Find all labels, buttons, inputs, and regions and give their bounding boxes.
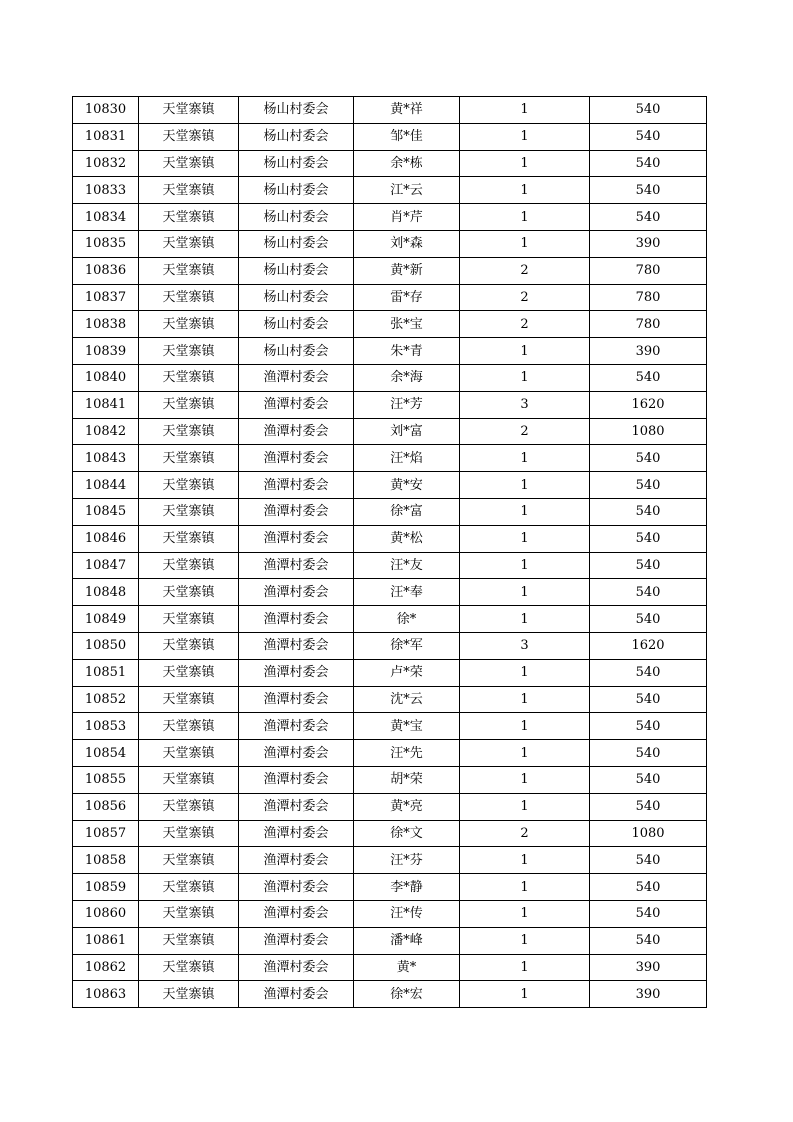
count-cell: 1	[460, 954, 590, 981]
amount-cell: 540	[590, 150, 707, 177]
name-cell: 汪*奉	[354, 579, 460, 606]
town-cell: 天堂寨镇	[139, 525, 239, 552]
row-number-cell: 10858	[73, 847, 139, 874]
town-cell: 天堂寨镇	[139, 391, 239, 418]
amount-cell: 540	[590, 927, 707, 954]
row-number-cell: 10833	[73, 177, 139, 204]
town-cell: 天堂寨镇	[139, 766, 239, 793]
count-cell: 1	[460, 981, 590, 1008]
name-cell: 江*云	[354, 177, 460, 204]
row-number-cell: 10830	[73, 97, 139, 124]
village-committee-cell: 杨山村委会	[239, 123, 354, 150]
town-cell: 天堂寨镇	[139, 606, 239, 633]
amount-cell: 780	[590, 284, 707, 311]
village-committee-cell: 渔潭村委会	[239, 579, 354, 606]
name-cell: 雷*存	[354, 284, 460, 311]
name-cell: 刘*富	[354, 418, 460, 445]
village-committee-cell: 杨山村委会	[239, 338, 354, 365]
amount-cell: 1620	[590, 391, 707, 418]
row-number-cell: 10859	[73, 874, 139, 901]
table-row	[73, 927, 707, 954]
town-cell: 天堂寨镇	[139, 123, 239, 150]
town-cell: 天堂寨镇	[139, 740, 239, 767]
count-cell: 1	[460, 874, 590, 901]
name-cell: 黄*宝	[354, 713, 460, 740]
table-row	[73, 230, 707, 257]
name-cell: 徐*	[354, 606, 460, 633]
count-cell: 1	[460, 766, 590, 793]
table-row	[73, 498, 707, 525]
town-cell: 天堂寨镇	[139, 230, 239, 257]
table-row	[73, 150, 707, 177]
town-cell: 天堂寨镇	[139, 632, 239, 659]
town-cell: 天堂寨镇	[139, 418, 239, 445]
town-cell: 天堂寨镇	[139, 793, 239, 820]
name-cell: 朱*青	[354, 338, 460, 365]
table-row	[73, 391, 707, 418]
table-row	[73, 900, 707, 927]
name-cell: 余*海	[354, 364, 460, 391]
name-cell: 徐*文	[354, 820, 460, 847]
table-row	[73, 659, 707, 686]
amount-cell: 540	[590, 659, 707, 686]
village-committee-cell: 渔潭村委会	[239, 900, 354, 927]
town-cell: 天堂寨镇	[139, 686, 239, 713]
count-cell: 1	[460, 900, 590, 927]
amount-cell: 540	[590, 97, 707, 124]
village-committee-cell: 渔潭村委会	[239, 632, 354, 659]
count-cell: 2	[460, 257, 590, 284]
town-cell: 天堂寨镇	[139, 498, 239, 525]
name-cell: 黄*祥	[354, 97, 460, 124]
count-cell: 1	[460, 498, 590, 525]
name-cell: 张*宝	[354, 311, 460, 338]
row-number-cell: 10855	[73, 766, 139, 793]
table-row	[73, 525, 707, 552]
town-cell: 天堂寨镇	[139, 311, 239, 338]
count-cell: 1	[460, 97, 590, 124]
count-cell: 1	[460, 445, 590, 472]
town-cell: 天堂寨镇	[139, 552, 239, 579]
village-committee-cell: 渔潭村委会	[239, 498, 354, 525]
amount-cell: 390	[590, 954, 707, 981]
village-committee-cell: 杨山村委会	[239, 284, 354, 311]
row-number-cell: 10863	[73, 981, 139, 1008]
row-number-cell: 10861	[73, 927, 139, 954]
count-cell: 1	[460, 686, 590, 713]
name-cell: 李*静	[354, 874, 460, 901]
count-cell: 1	[460, 177, 590, 204]
row-number-cell: 10850	[73, 632, 139, 659]
row-number-cell: 10840	[73, 364, 139, 391]
count-cell: 1	[460, 338, 590, 365]
village-committee-cell: 渔潭村委会	[239, 954, 354, 981]
town-cell: 天堂寨镇	[139, 284, 239, 311]
row-number-cell: 10845	[73, 498, 139, 525]
count-cell: 1	[460, 927, 590, 954]
amount-cell: 540	[590, 766, 707, 793]
village-committee-cell: 渔潭村委会	[239, 525, 354, 552]
name-cell: 汪*先	[354, 740, 460, 767]
village-committee-cell: 杨山村委会	[239, 230, 354, 257]
town-cell: 天堂寨镇	[139, 364, 239, 391]
village-committee-cell: 渔潭村委会	[239, 659, 354, 686]
village-committee-cell: 杨山村委会	[239, 97, 354, 124]
table-row	[73, 606, 707, 633]
count-cell: 1	[460, 472, 590, 499]
amount-cell: 390	[590, 338, 707, 365]
table-row	[73, 632, 707, 659]
table-row	[73, 766, 707, 793]
table-row	[73, 579, 707, 606]
amount-cell: 390	[590, 981, 707, 1008]
table-row	[73, 284, 707, 311]
town-cell: 天堂寨镇	[139, 257, 239, 284]
village-committee-cell: 渔潭村委会	[239, 472, 354, 499]
row-number-cell: 10839	[73, 338, 139, 365]
name-cell: 徐*军	[354, 632, 460, 659]
amount-cell: 540	[590, 472, 707, 499]
village-committee-cell: 渔潭村委会	[239, 847, 354, 874]
amount-cell: 540	[590, 552, 707, 579]
town-cell: 天堂寨镇	[139, 150, 239, 177]
village-committee-cell: 杨山村委会	[239, 177, 354, 204]
row-number-cell: 10857	[73, 820, 139, 847]
village-committee-cell: 渔潭村委会	[239, 793, 354, 820]
amount-cell: 540	[590, 364, 707, 391]
row-number-cell: 10852	[73, 686, 139, 713]
count-cell: 3	[460, 391, 590, 418]
table-row	[73, 820, 707, 847]
amount-cell: 540	[590, 847, 707, 874]
amount-cell: 540	[590, 498, 707, 525]
town-cell: 天堂寨镇	[139, 927, 239, 954]
table-row	[73, 472, 707, 499]
count-cell: 3	[460, 632, 590, 659]
count-cell: 1	[460, 364, 590, 391]
row-number-cell: 10849	[73, 606, 139, 633]
row-number-cell: 10846	[73, 525, 139, 552]
village-committee-cell: 渔潭村委会	[239, 364, 354, 391]
row-number-cell: 10856	[73, 793, 139, 820]
table-row	[73, 338, 707, 365]
village-committee-cell: 杨山村委会	[239, 204, 354, 231]
table-row	[73, 740, 707, 767]
row-number-cell: 10848	[73, 579, 139, 606]
name-cell: 汪*友	[354, 552, 460, 579]
name-cell: 汪*传	[354, 900, 460, 927]
town-cell: 天堂寨镇	[139, 659, 239, 686]
name-cell: 肖*芹	[354, 204, 460, 231]
count-cell: 2	[460, 311, 590, 338]
count-cell: 1	[460, 552, 590, 579]
village-committee-cell: 渔潭村委会	[239, 927, 354, 954]
count-cell: 1	[460, 204, 590, 231]
count-cell: 1	[460, 525, 590, 552]
name-cell: 刘*森	[354, 230, 460, 257]
count-cell: 1	[460, 230, 590, 257]
table-row	[73, 204, 707, 231]
count-cell: 1	[460, 579, 590, 606]
village-committee-cell: 渔潭村委会	[239, 981, 354, 1008]
count-cell: 1	[460, 793, 590, 820]
amount-cell: 780	[590, 257, 707, 284]
table-row	[73, 981, 707, 1008]
town-cell: 天堂寨镇	[139, 981, 239, 1008]
name-cell: 黄*亮	[354, 793, 460, 820]
name-cell: 黄*	[354, 954, 460, 981]
row-number-cell: 10843	[73, 445, 139, 472]
table-row	[73, 445, 707, 472]
count-cell: 2	[460, 284, 590, 311]
name-cell: 胡*荣	[354, 766, 460, 793]
village-committee-cell: 渔潭村委会	[239, 820, 354, 847]
town-cell: 天堂寨镇	[139, 820, 239, 847]
count-cell: 1	[460, 713, 590, 740]
amount-cell: 540	[590, 713, 707, 740]
town-cell: 天堂寨镇	[139, 472, 239, 499]
amount-cell: 540	[590, 177, 707, 204]
town-cell: 天堂寨镇	[139, 204, 239, 231]
name-cell: 汪*焰	[354, 445, 460, 472]
amount-cell: 1080	[590, 820, 707, 847]
name-cell: 沈*云	[354, 686, 460, 713]
amount-cell: 540	[590, 123, 707, 150]
row-number-cell: 10841	[73, 391, 139, 418]
row-number-cell: 10831	[73, 123, 139, 150]
village-committee-cell: 渔潭村委会	[239, 391, 354, 418]
row-number-cell: 10862	[73, 954, 139, 981]
count-cell: 1	[460, 123, 590, 150]
name-cell: 潘*峰	[354, 927, 460, 954]
roster-table	[72, 96, 707, 1008]
amount-cell: 1080	[590, 418, 707, 445]
row-number-cell: 10851	[73, 659, 139, 686]
row-number-cell: 10853	[73, 713, 139, 740]
row-number-cell: 10837	[73, 284, 139, 311]
table-row	[73, 177, 707, 204]
count-cell: 1	[460, 150, 590, 177]
town-cell: 天堂寨镇	[139, 900, 239, 927]
name-cell: 余*栋	[354, 150, 460, 177]
count-cell: 1	[460, 659, 590, 686]
table-row	[73, 874, 707, 901]
row-number-cell: 10834	[73, 204, 139, 231]
amount-cell: 540	[590, 874, 707, 901]
name-cell: 卢*荣	[354, 659, 460, 686]
name-cell: 汪*芳	[354, 391, 460, 418]
village-committee-cell: 渔潭村委会	[239, 740, 354, 767]
name-cell: 徐*富	[354, 498, 460, 525]
amount-cell: 540	[590, 606, 707, 633]
village-committee-cell: 渔潭村委会	[239, 606, 354, 633]
village-committee-cell: 渔潭村委会	[239, 686, 354, 713]
row-number-cell: 10838	[73, 311, 139, 338]
town-cell: 天堂寨镇	[139, 847, 239, 874]
table-row	[73, 713, 707, 740]
table-row	[73, 123, 707, 150]
town-cell: 天堂寨镇	[139, 874, 239, 901]
town-cell: 天堂寨镇	[139, 579, 239, 606]
amount-cell: 540	[590, 204, 707, 231]
roster-table-body	[73, 97, 707, 1008]
table-row	[73, 954, 707, 981]
village-committee-cell: 杨山村委会	[239, 311, 354, 338]
amount-cell: 540	[590, 793, 707, 820]
table-row	[73, 311, 707, 338]
town-cell: 天堂寨镇	[139, 338, 239, 365]
amount-cell: 1620	[590, 632, 707, 659]
village-committee-cell: 渔潭村委会	[239, 874, 354, 901]
count-cell: 1	[460, 606, 590, 633]
row-number-cell: 10844	[73, 472, 139, 499]
row-number-cell: 10854	[73, 740, 139, 767]
amount-cell: 540	[590, 445, 707, 472]
town-cell: 天堂寨镇	[139, 177, 239, 204]
amount-cell: 540	[590, 686, 707, 713]
row-number-cell: 10832	[73, 150, 139, 177]
count-cell: 1	[460, 847, 590, 874]
row-number-cell: 10835	[73, 230, 139, 257]
count-cell: 2	[460, 418, 590, 445]
table-row	[73, 552, 707, 579]
village-committee-cell: 杨山村委会	[239, 257, 354, 284]
table-row	[73, 686, 707, 713]
count-cell: 1	[460, 740, 590, 767]
table-row	[73, 257, 707, 284]
table-row	[73, 793, 707, 820]
village-committee-cell: 渔潭村委会	[239, 552, 354, 579]
village-committee-cell: 渔潭村委会	[239, 445, 354, 472]
count-cell: 2	[460, 820, 590, 847]
table-row	[73, 364, 707, 391]
amount-cell: 780	[590, 311, 707, 338]
town-cell: 天堂寨镇	[139, 97, 239, 124]
village-committee-cell: 渔潭村委会	[239, 418, 354, 445]
amount-cell: 540	[590, 579, 707, 606]
name-cell: 邹*佳	[354, 123, 460, 150]
name-cell: 黄*新	[354, 257, 460, 284]
amount-cell: 540	[590, 900, 707, 927]
town-cell: 天堂寨镇	[139, 445, 239, 472]
row-number-cell: 10860	[73, 900, 139, 927]
row-number-cell: 10836	[73, 257, 139, 284]
amount-cell: 540	[590, 525, 707, 552]
table-row	[73, 847, 707, 874]
name-cell: 汪*芬	[354, 847, 460, 874]
town-cell: 天堂寨镇	[139, 954, 239, 981]
amount-cell: 390	[590, 230, 707, 257]
table-row	[73, 418, 707, 445]
village-committee-cell: 渔潭村委会	[239, 713, 354, 740]
name-cell: 徐*宏	[354, 981, 460, 1008]
table-row	[73, 97, 707, 124]
row-number-cell: 10847	[73, 552, 139, 579]
name-cell: 黄*松	[354, 525, 460, 552]
village-committee-cell: 杨山村委会	[239, 150, 354, 177]
name-cell: 黄*安	[354, 472, 460, 499]
amount-cell: 540	[590, 740, 707, 767]
town-cell: 天堂寨镇	[139, 713, 239, 740]
row-number-cell: 10842	[73, 418, 139, 445]
village-committee-cell: 渔潭村委会	[239, 766, 354, 793]
